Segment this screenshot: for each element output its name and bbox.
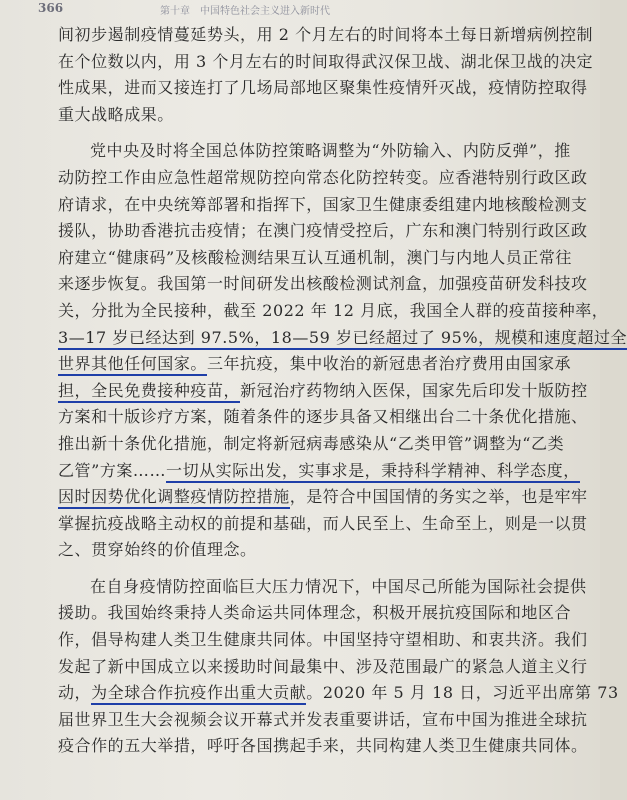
text-line: 动防控工作由应急性超常规防控向常态化防控转变。应香港特别行政区政 — [58, 167, 588, 187]
text-line — [58, 680, 619, 707]
text-line: 在自身疫情防控面临巨大压力情况下，中国尽己所能为国际社会提供 — [90, 576, 587, 596]
text-line: 发起了新中国成立以来援助时间最集中、涉及范围最广的紧急人道主义行 — [58, 656, 588, 676]
text-line: 援队，协助香港抗击疫情；在澳门疫情受控后，广东和澳门特别行政区政 — [58, 221, 588, 241]
text-line: 掌握抗疫战略主动权的前提和基础，而人民至上、生命至上，则是一以贯 — [58, 513, 588, 533]
text-span: 乙管”方案…… — [58, 460, 167, 480]
text-line: 来逐步恢复。我国第一时间研发出核酸检测试剂盒，加强疫苗研发科技攻 — [58, 274, 588, 294]
text-line: 关，分批为全民接种，截至 2022 年 12 月底，我国全人群的疫苗接种率， — [58, 300, 609, 320]
text-line: 疫合作的五大举措，呼吁各国携起手来，共同构建人类卫生健康共同体。 — [58, 736, 588, 756]
underlined-text: 世界其他任何国家。 — [58, 354, 207, 376]
text-line: 之、贯穿始终的价值理念。 — [58, 540, 257, 560]
text-line — [58, 484, 588, 511]
text-span: 动， — [58, 683, 92, 703]
paragraph — [58, 574, 619, 760]
underlined-text: 为全球合作抗疫作出重大贡献 — [91, 683, 306, 705]
text-line: 重大战略成果。 — [58, 104, 174, 124]
underlined-text: 担，全民免费接种疫苗， — [58, 381, 240, 403]
text-line: 届世界卫生大会视频会议开幕式并发表重要讲话，宣布中国为推进全球抗 — [58, 709, 588, 729]
text-line: 作，倡导构建人类卫生健康共同体。中国坚持守望相助、和衷共济。我们 — [58, 630, 588, 650]
text-line: 推出新十条优化措施，制定将新冠病毒感染从“乙类甲管”调整为“乙类 — [58, 433, 565, 453]
page-number: 366 — [38, 1, 64, 15]
text-span: ，是符合中国国情的务实之举，也是牢牢 — [289, 487, 588, 507]
text-line: 方案和十版诊疗方案，随着条件的逐步具备又相继出台二十条优化措施、 — [58, 407, 588, 427]
paragraph — [58, 22, 594, 128]
text-line: 间初步遏制疫情蔓延势头，用 2 个月左右的时间将本土每日新增病例控制 — [58, 25, 594, 44]
text-line — [58, 458, 578, 485]
text-line: 党中央及时将全国总体防控策略调整为“外防输入、内防反弹”，推 — [90, 141, 571, 161]
text-line: 府建立“健康码”及核酸检测结果互认互通机制，澳门与内地人员正常往 — [58, 247, 572, 267]
body-text — [58, 22, 627, 760]
paragraph — [58, 138, 627, 564]
text-line: 府请求，在中央统筹部署和指挥下，国家卫生健康委组建内地核酸检测支 — [58, 194, 588, 214]
text-span: 新冠治疗药物纳入医保，国家先后印发十版防控 — [240, 380, 588, 400]
underlined-text: 3—17 岁已经达到 97.5%，18—59 岁已经超过了 95%，规模和速度超过全 — [58, 328, 627, 350]
chapter-title: 第十章 中国特色社会主义进入新时代 — [160, 6, 330, 17]
page-header — [0, 0, 600, 22]
underlined-text: 一切从实际出发，实事求是，秉持科学精神、科学态度， — [166, 461, 580, 483]
text-line: 在个位数以内，用 3 个月左右的时间取得武汉保卫战、湖北保卫战的决定 — [58, 51, 594, 71]
text-span: 。2020 年 5 月 18 日，习近平出席第 73 — [306, 683, 619, 703]
text-span: 三年抗疫，集中收治的新冠患者治疗费用由国家承 — [206, 354, 572, 374]
text-line: 援助。我国始终秉持人类命运共同体理念，积极开展抗疫国际和地区合 — [58, 603, 572, 623]
text-line — [58, 378, 588, 405]
text-line — [58, 325, 627, 352]
text-line — [58, 351, 578, 378]
text-line: 性成果，进而又接连打了几场局部地区聚集性疫情歼灭战，疫情防控取得 — [58, 78, 588, 98]
underlined-text: 因时因势优化调整疫情防控措施 — [58, 487, 290, 509]
